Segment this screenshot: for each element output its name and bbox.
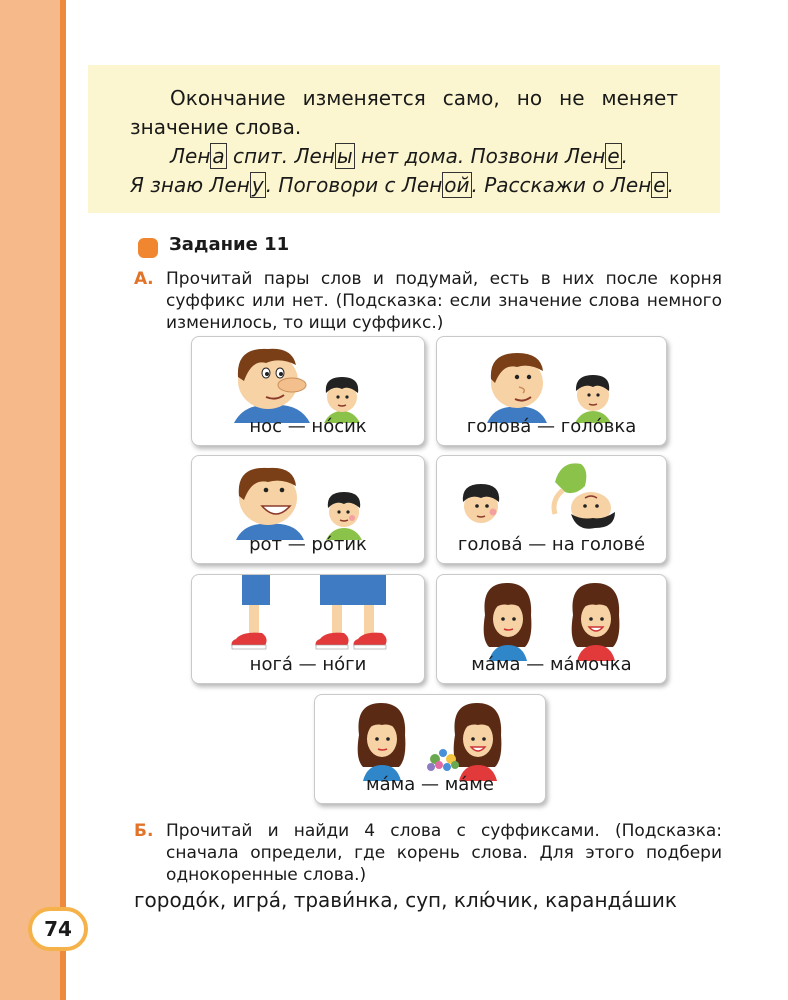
rule-text [130, 84, 678, 200]
left-margin-line [60, 0, 66, 1000]
example-stem: Лен [610, 173, 652, 197]
page-number: 74 [28, 907, 88, 951]
part-a [134, 268, 720, 338]
example-text: . Поговори с [265, 173, 402, 197]
card-mother [436, 574, 667, 684]
part-b [134, 820, 720, 890]
part-a-text: Прочитай пары слов и подумай, есть в них после корня суффикс или нет. (Подсказка: если значение слова немного изменилось, то ищи суффикс.) [166, 269, 722, 333]
part-b-text: Прочитай и найди 4 слова с суффиксами. (Подсказка: сначала определи, где корень слова. Для этого подбери однокоренные слова.) [166, 821, 722, 885]
part-a-letter: А. [134, 269, 154, 289]
word-list: городо́к, игра́, трави́нка, суп, клю́чик, каранда́шик [134, 888, 677, 912]
example-ending-box: е [607, 144, 620, 168]
example-text: спит. [226, 144, 295, 168]
mother-with-flowers-picture [315, 695, 545, 781]
example-stem: Лен [564, 144, 606, 168]
example-text: . [621, 144, 629, 168]
card-on-head [436, 455, 667, 564]
part-b-letter: Б. [134, 821, 154, 841]
card-to-mother [314, 694, 546, 804]
boy-head-picture [437, 337, 666, 423]
example-ending-box: у [251, 173, 264, 197]
left-margin-band [0, 0, 60, 1000]
rule-examples-line-1 [130, 142, 678, 171]
example-text: Я знаю [130, 173, 210, 197]
example-stem: Лен [401, 173, 443, 197]
example-text: . [667, 173, 674, 197]
card-caption: нога́ — но́ги [249, 654, 367, 675]
card-caption: голова́ — на голове́ [457, 534, 646, 555]
example-text: нет дома. Позвони [354, 144, 565, 168]
example-stem: Лен [294, 144, 335, 168]
example-stem: Лен [209, 173, 250, 197]
task-title: Задание 11 [169, 234, 290, 255]
card-legs [191, 574, 425, 684]
card-mouth [191, 455, 425, 564]
boy-upside-down-picture [437, 456, 666, 540]
card-caption: нос — но́сик [249, 416, 367, 437]
example-ending-box: ой [444, 173, 470, 197]
card-caption: голова́ — голо́вка [466, 416, 637, 437]
example-ending-box: а [212, 144, 225, 168]
rule-statement: Окончание изменяется само, но не меняет значение слова. [130, 86, 678, 139]
example-ending-box: е [653, 173, 666, 197]
card-nose [191, 336, 425, 446]
smiling-boy-picture [192, 456, 424, 540]
card-head [436, 336, 667, 446]
task-marker-icon [138, 238, 158, 258]
rule-examples-line-2 [130, 171, 678, 200]
example-stem: Лен [170, 144, 211, 168]
mother-picture [437, 575, 666, 661]
legs-picture [192, 575, 424, 661]
boy-big-nose-picture [192, 337, 424, 423]
example-text: . Расскажи о [471, 173, 611, 197]
card-caption: рот — ро́тик [249, 534, 367, 555]
card-caption: ма́ма — ма́ме [366, 774, 494, 795]
card-caption: ма́ма — ма́мочка [471, 654, 632, 675]
example-ending-box: ы [336, 144, 353, 168]
